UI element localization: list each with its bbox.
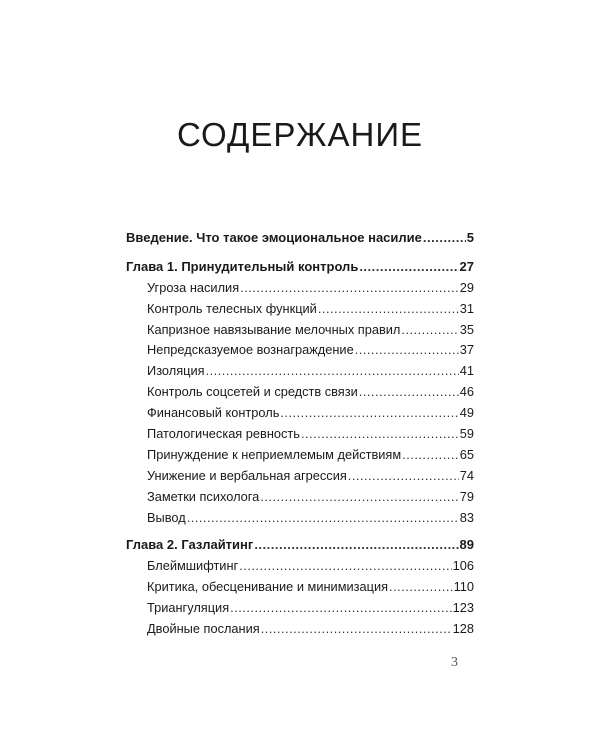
- toc-entry[interactable]: [126, 466, 474, 487]
- toc-entry-label: Унижение и вербальная агрессия: [147, 467, 347, 483]
- toc-entry[interactable]: [126, 445, 474, 466]
- dot-leader: [301, 424, 459, 445]
- toc-entry-label: Критика, обесценивание и минимизация: [147, 579, 389, 595]
- dot-leader: [318, 299, 459, 320]
- toc-entry-label: Введение. Что такое эмоциональное насилие: [126, 230, 422, 245]
- toc-entry-label: Блеймшифтинг: [147, 558, 239, 574]
- toc-entry[interactable]: [126, 508, 474, 529]
- toc-entry-page: 123: [452, 600, 474, 616]
- toc-entry-page: 110: [453, 579, 474, 595]
- toc-entry-label: Глава 2. Газлайтинг: [126, 537, 254, 553]
- toc-entry[interactable]: [126, 487, 474, 508]
- page-number: 3: [451, 655, 458, 670]
- dot-leader: [401, 320, 458, 341]
- dot-leader: [230, 598, 452, 619]
- dot-leader: [355, 340, 459, 361]
- dot-leader: [239, 556, 451, 577]
- toc-entry-page: 83: [459, 509, 474, 525]
- toc-entry[interactable]: [126, 299, 474, 320]
- toc-entry-page: 41: [459, 363, 474, 379]
- dot-leader: [187, 508, 459, 529]
- toc-entry-chapter-2[interactable]: [126, 535, 474, 556]
- toc-entry-page: 49: [459, 405, 474, 421]
- dot-leader: [389, 577, 453, 598]
- toc-entry-page: 128: [452, 621, 474, 637]
- toc-entry-chapter-1[interactable]: [126, 257, 474, 278]
- toc-entry-page: 59: [459, 426, 474, 442]
- toc-entry-label: Угроза насилия: [147, 279, 240, 295]
- toc-entry[interactable]: [126, 619, 474, 640]
- toc-entry-label: Принуждение к неприемлемым действиям: [147, 446, 402, 462]
- dot-leader: [423, 228, 466, 249]
- dot-leader: [206, 361, 459, 382]
- toc-entry-page: 27: [459, 258, 474, 274]
- toc-entry-label: Глава 1. Принудительный контроль: [126, 258, 359, 274]
- dot-leader: [402, 445, 459, 466]
- toc-entry-label: Вывод: [147, 509, 186, 525]
- toc-entry-label: Контроль телесных функций: [147, 300, 317, 316]
- toc-entry[interactable]: [126, 382, 474, 403]
- toc-entry-label: Капризное навязывание мелочных правил: [147, 321, 401, 337]
- toc-entry-label: Непредсказуемое вознаграждение: [147, 342, 354, 358]
- dot-leader: [254, 535, 458, 556]
- toc-entry[interactable]: [126, 577, 474, 598]
- toc-entry[interactable]: [126, 361, 474, 382]
- toc-entry-page: 5: [466, 230, 474, 245]
- toc-entry-page: 46: [459, 384, 474, 400]
- toc-entry-label: Финансовый контроль: [147, 405, 280, 421]
- toc-entry-page: 106: [452, 558, 474, 574]
- toc-entry-label: Контроль соцсетей и средств связи: [147, 384, 358, 400]
- toc-entry-label: Триангуляция: [147, 600, 230, 616]
- dot-leader: [359, 257, 458, 278]
- toc-entry-page: 35: [459, 321, 474, 337]
- toc-entry[interactable]: [126, 320, 474, 341]
- toc-entry[interactable]: [126, 403, 474, 424]
- toc-entry[interactable]: [126, 278, 474, 299]
- dot-leader: [260, 487, 458, 508]
- toc-entry-label: Заметки психолога: [147, 488, 260, 504]
- toc-entry-page: 29: [459, 279, 474, 295]
- toc-entry-page: 79: [459, 488, 474, 504]
- dot-leader: [280, 403, 458, 424]
- page-title: СОДЕРЖАНИЕ: [176, 116, 424, 153]
- dot-leader: [359, 382, 459, 403]
- toc-entry[interactable]: [126, 340, 474, 361]
- dot-leader: [240, 278, 459, 299]
- toc-entry[interactable]: [126, 598, 474, 619]
- toc-entry-label: Патологическая ревность: [147, 426, 300, 442]
- toc-entry-label: Изоляция: [147, 363, 205, 379]
- toc-entry-page: 31: [459, 300, 474, 316]
- toc-entry-page: 65: [459, 446, 474, 462]
- dot-leader: [261, 619, 452, 640]
- toc-entry-label: Двойные послания: [147, 621, 260, 637]
- toc-entry-page: 74: [459, 467, 474, 483]
- dot-leader: [348, 466, 459, 487]
- toc-entry-page: 37: [459, 342, 474, 358]
- toc-entry[interactable]: [126, 424, 474, 445]
- toc-entry-page: 89: [459, 537, 474, 553]
- toc-entry-intro[interactable]: [126, 228, 474, 249]
- table-of-contents: [126, 228, 474, 640]
- toc-entry[interactable]: [126, 556, 474, 577]
